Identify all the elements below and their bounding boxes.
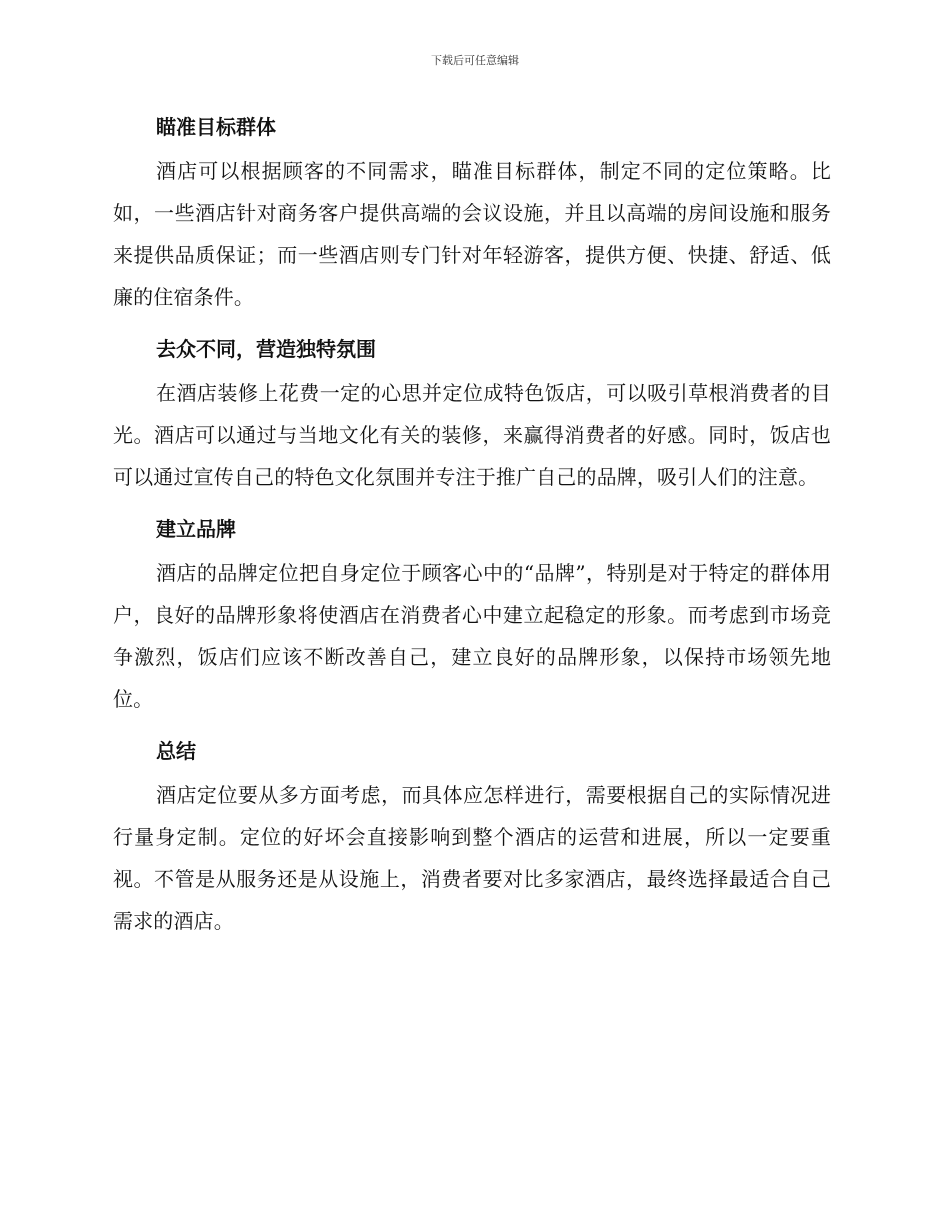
section-target-group	[113, 104, 831, 318]
section-paragraph: 酒店定位要从多方面考虑，而具体应怎样进行，需要根据自己的实际情况进行量身定制。定位的好坏会直接影响到整个酒店的运营和进展，所以一定要重视。不管是从服务还是从设施上，消费者要对比多家酒店，最终选择最适合自己需求的酒店。	[113, 783, 831, 933]
section-heading: 瞄准目标群体	[156, 115, 276, 139]
section-paragraph: 在酒店装修上花费一定的心思并定位成特色饭店，可以吸引草根消费者的目光。酒店可以通过与当地文化有关的装修，来赢得消费者的好感。同时，饭店也可以通过宣传自己的特色文化氛围并专注于推广自己的品牌，吸引人们的注意。	[113, 381, 831, 489]
section-unique-atmosphere	[113, 326, 831, 498]
page-header-note: 下载后可任意编辑	[431, 54, 519, 67]
section-paragraph: 酒店的品牌定位把自身定位于顾客心中的“品牌”，特别是对于特定的群体用户，良好的品牌形象将使酒店在消费者心中建立起稳定的形象。而考虑到市场竞争激烈，饭店们应该不断改善自己，建立良好的品牌形象，以保持市场领先地位。	[113, 561, 831, 711]
section-summary	[113, 728, 831, 942]
section-paragraph: 酒店可以根据顾客的不同需求，瞄准目标群体，制定不同的定位策略。比如，一些酒店针对商务客户提供高端的会议设施，并且以高端的房间设施和服务来提供品质保证；而一些酒店则专门针对年轻游客，提供方便、快捷、舒适、低廉的住宿条件。	[113, 159, 831, 309]
section-heading: 建立品牌	[156, 517, 236, 541]
section-heading: 总结	[156, 739, 196, 763]
section-heading: 去众不同，营造独特氛围	[156, 337, 376, 361]
section-build-brand	[113, 506, 831, 720]
document-body	[113, 104, 831, 950]
